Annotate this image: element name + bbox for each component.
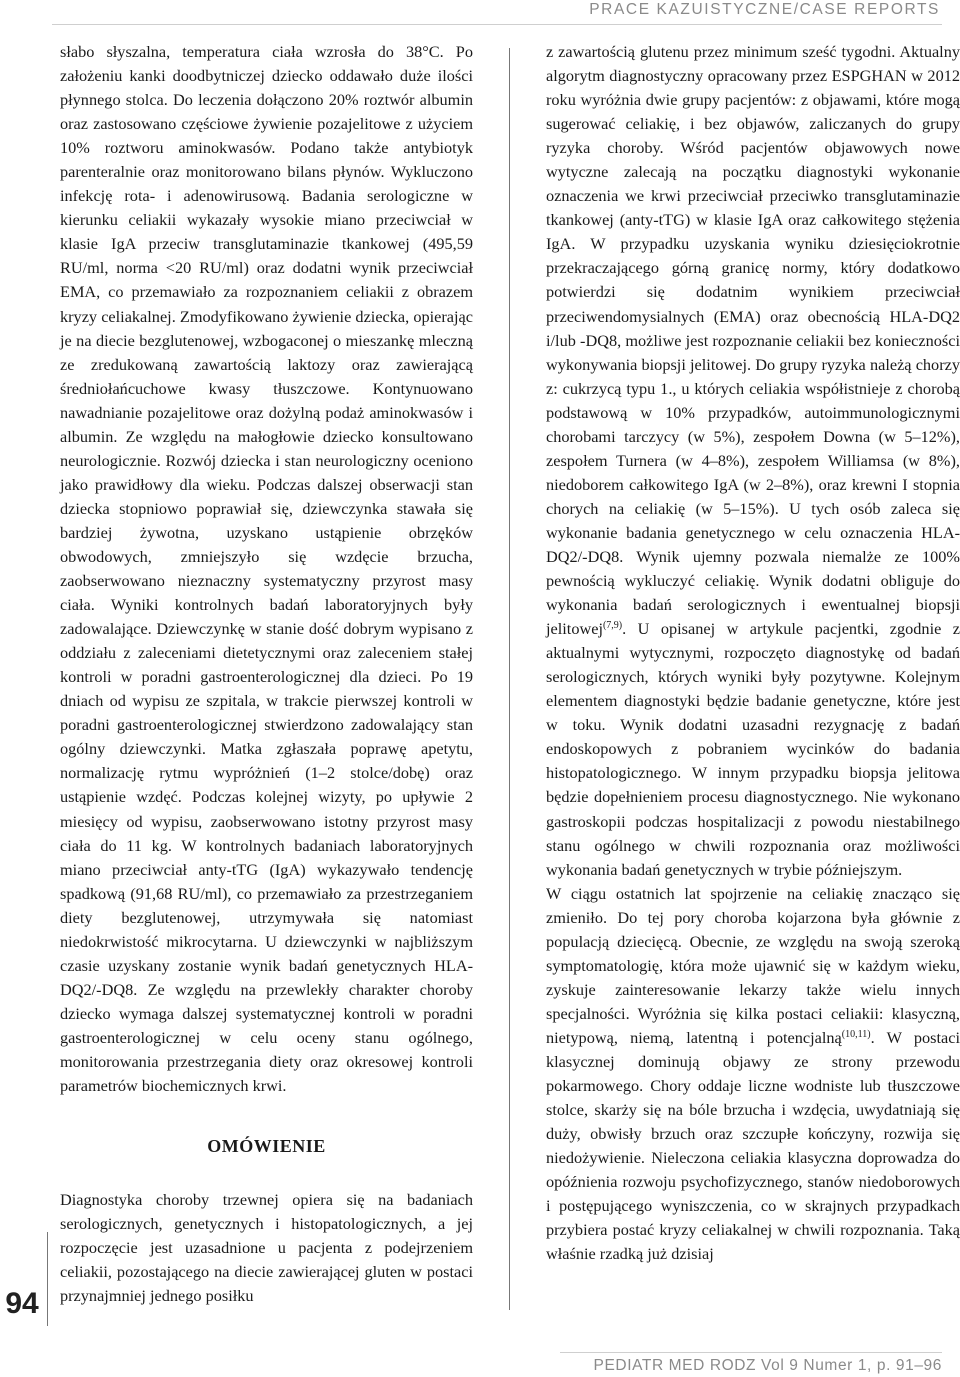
citation-ref: (10,11): [841, 1028, 871, 1040]
celiac-forms-text-b: . W postaci klasycznej dominują objawy ze strony przewodu pokarmowego. Chory oddaje liczne wodniste lub tłuszczowe stolce, skarży się na bóle brzucha i wzdęcia, uwydatniają się duży, obwisły brzuch oraz szczupłe kończyny, rozwija się niedożywienie. Nieleczona celiakia klasyczna doprowadza do opóźnienia rozwoju psychofizycznego, stanów niedoborowych i postępującego wyniszczenia, co w skrajnych przypadkach przybiera postać kryzy celiakalnej w chwili rozpoznania. Taką właśnie rzadką już dzisiaj: [546, 1027, 960, 1264]
discussion-intro-paragraph: Diagnostyka choroby trzewnej opiera się na badaniach serologicznych, genetycznych i histopatologicznych, a jej rozpoczęcie jest uzasadnione u pacjenta z podejrzeniem celiakii, pozostającego na diecie zawierającej gluten w postaci przynajmniej jednego posiłku: [60, 1190, 473, 1306]
page-number: 94: [5, 1287, 39, 1320]
celiac-forms-text-a: W ciągu ostatnich lat spojrzenie na celiakię znacząco się zmieniło. Do tej pory choroba kojarzona była głównie z populacją dziecięcą. Obecnie, ze względu na swoją szeroką symptomatologię, która może ujawnić się w każdym wieku, zyskuje zainteresowanie lekarzy także wielu innych specjalności. Wyróżnia się kilka postaci celiakii: klasyczną, nietypową, niemą, latentną i potencjalną: [546, 883, 960, 1047]
right-column: [546, 40, 960, 1266]
citation-ref: (7,9): [602, 620, 623, 632]
diagnostics-paragraph: [546, 40, 960, 882]
case-description-paragraph: słabo słyszalna, temperatura ciała wzrosła do 38°C. Po założeniu kanki doodbytniczej dziecko oddawało duże ilości płynnego stolca. Do leczenia dołączono 20% roztwór albumin oraz zastosowano częściowe żywienie pozajelitowe z użyciem 10% roztworu aminokwasów. Podano także antybiotyk parenteralnie oraz monitorowano bilans płynów. Wykluczono infekcję rota- i adenowirusową. Badania serologiczne w kierunku celiakii wykazały wysokie miano przeciwciał w klasie IgA przeciw transglutaminazie tkankowej (495,59 RU/ml, norma <20 RU/ml) oraz dodatni wynik przeciwciał EMA, co przemawiało za rozpoznaniem celiakii z obrazem kryzy celiakalnej. Zmodyfikowano żywienie dziecka, opierając je na diecie bezglutenowej, wzbogaconej o mieszankę mleczną ze zredukowaną zawartością laktozy oraz zawierającą średniołańcuchowe kwasy tłuszczowe. Kontynuowano nawadnianie pozajelitowe oraz dożylną podaż aminokwasów i albumin. Ze względu na małogłowie dziecko konsultowano neurologicznie. Rozwój dziecka i stan neurologiczny oceniono jako prawidłowy dla wieku. Podczas dalszej obserwacji stan dziecka stopniowo poprawiał się, dziewczynka stawała się bardziej żywotna, uzyskano ustąpienie obrzęków obwodowych, zmniejszyło się wzdęcie brzucha, zaobserwowano nieznaczny systematyczny przyrost masy ciała. Wyniki kontrolnych badań laboratoryjnych były zadowalające. Dziewczynkę w stanie dość dobrym wypisano z oddziału z zaleceniami dietetycznymi oraz zaleceniem stałej kontroli w poradni gastroenterologicznej dla dzieci. Po 19 dniach od wypisu ze szpitala, w trakcie pierwszej kontroli w poradni gastroenterologicznej stwierdzono zadowalający stan ogólny dziewczynki. Matka zgłaszała poprawę apetytu, normalizację rytmu wypróżnień (1–2 stolce/dobę) oraz ustąpienie wzdęć. Podczas kolejnej wizyty, po upływie 2 miesięcy od wypisu, zaobserwowano istotny przyrost masy ciała do 11 kg. W kontrolnych badaniach laboratoryjnych miano przeciwciał anty-tTG (IgA) wykazywało tendencję spadkową (91,68 RU/ml), co przemawiało za przestrzeganiem diety bezglutenowej, utrzymywała się natomiast niedokrwistość mikrocytarna. U dziewczynki w najbliższym czasie uzyskany zostanie wynik badań genetycznych HLA-DQ2/-DQ8. Ze względu na przewlekły charakter choroby dziecko wymaga dalszej systematycznej kontroli w poradni gastroenterologicznej w celu oceny stanu ogólnego, monitorowania przestrzegania diety oraz okresowej kontroli parametrów biochemicznych krwi.: [60, 42, 473, 1096]
celiac-forms-paragraph: [546, 882, 960, 1267]
diagnostics-text-b: . U opisanej w artykule pacjentki, zgodnie z aktualnymi wytycznymi, rozpoczęto diagnostykę od badań serologicznych, których wyniki były pozytywne. Kolejnym elementem diagnostyki będzie badanie genetyczne, które jest w toku. Wynik dodatni uzasadni rezygnację z badań endoskopowych z pobraniem wycinków do badania histopatologicznego. W innym przypadku biopsja jelitowa będzie dopełnieniem procesu diagnostycznego. Nie wykonano gastroskopii podczas hospitalizacji z powodu niestabilnego stanu ogólnego w chwili rozpoznania oraz możliwości wykonania badań genetycznych w trybie późniejszym.: [546, 619, 960, 879]
page-number-divider: [47, 1232, 48, 1326]
section-title-discussion: OMÓWIENIE: [207, 1136, 326, 1157]
header-rule: [52, 24, 942, 25]
footer-rule: [560, 1352, 942, 1353]
running-header: PRACE KAZUISTYCZNE/CASE REPORTS: [589, 1, 940, 18]
column-divider: [509, 48, 510, 1310]
left-column: [60, 40, 473, 1308]
journal-citation-footer: PEDIATR MED RODZ Vol 9 Numer 1, p. 91–96: [593, 1357, 942, 1374]
diagnostics-text-a: z zawartością glutenu przez minimum sześć tygodni. Aktualny algorytm diagnostyczny opracowany przez ESPGHAN w 2012 roku wyróżnia dwie grupy pacjentów: z objawami, które mogą sugerować celiakię, i bez objawów, zaliczanych do grupy ryzyka choroby. Wśród pacjentów objawowych nowe wytyczne zalecają na początku diagnostyki wykonanie oznaczenia we krwi przeciwciał przeciwko transglutaminazie tkankowej (anty-tTG) w klasie IgA oraz całkowitego stężenia IgA. W przypadku uzyskania wyniku dziesięciokrotnie przekraczającego górną granicę normy, który dodatkowo potwierdzi się dodatnim wynikiem przeciwciał przeciwendomysialnych (EMA) oraz obecnością HLA-DQ2 i/lub -DQ8, możliwe jest rozpoznanie celiakii bez konieczności wykonywania biopsji jelitowej. Do grupy ryzyka należą chorzy z: cukrzycą typu 1., u których celiakia współistnieje z chorobą podstawową w 10% przypadków, autoimmunologicznymi chorobami tarczycy (w 5%), zespołem Downa (w 5–12%), zespołem Turnera (w 4–8%), zespołem Williamsa (w 8%), niedoborem całkowitego IgA (w 2–8%), oraz krewni I stopnia chorych na celiakię (w 5–15%). U tych osób zaleca się wykonanie badania genetycznego w celu oznaczenia HLA-DQ2/-DQ8. Wynik ujemny pozwala niemalże ze 100% pewnością wykluczyć celiakię. Wynik dodatni obliguje do wykonania badań serologicznych i ewentualnej biopsji jelitowej: [546, 42, 960, 639]
